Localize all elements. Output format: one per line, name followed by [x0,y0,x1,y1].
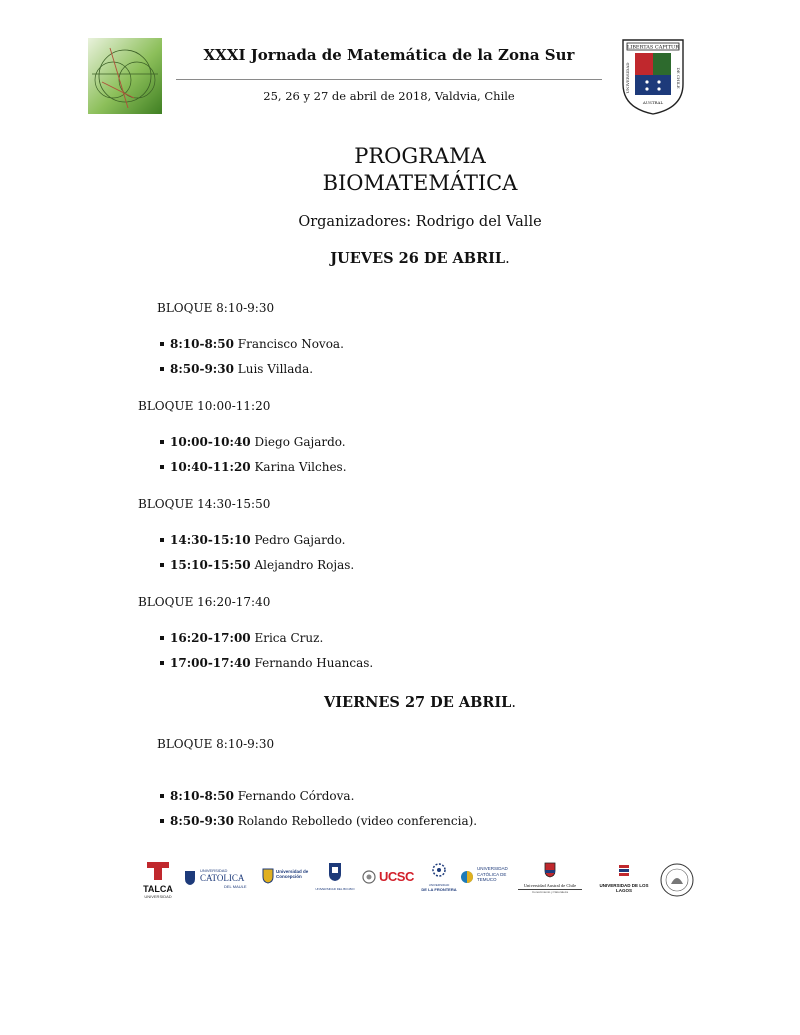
conference-logo [88,38,162,114]
block-label: BLOQUE 16:20-17:40 [138,595,271,609]
header-divider [176,79,602,80]
bullet-icon [160,563,164,567]
bullet-icon [160,794,164,798]
sponsor-logos: TALCA UNIVERSIDAD UNIVERSIDAD CATOLICA DEL MAULE Universidad de Concepción UNIVERSIDAD DEL BIO-BIO UCSC UNIVERSIDAD DE LA FRONTERA UNIVERSIDAD CATÓLICA DE TEMUCO Universidad Austral de Chile Conocimiento y Naturaleza UNIVERSIDAD DE LOS LAGOS [140,862,700,908]
talk-item: 8:10-8:50 Fernando Córdova. [160,789,354,803]
uach-shield-icon [544,862,556,878]
program-title: PROGRAMA [354,144,486,168]
talk-item: 8:10-8:50 Francisco Novoa. [160,337,344,351]
day-heading-jueves: JUEVES 26 DE ABRIL. [330,250,510,267]
ucsc-seal-icon [362,870,376,884]
program-subject: BIOMATEMÁTICA [322,171,518,195]
bullet-icon [160,538,164,542]
bullet-icon [160,636,164,640]
talk-item: 17:00-17:40 Fernando Huancas. [160,656,373,670]
talk-item: 10:40-11:20 Karina Vilches. [160,460,347,474]
conference-title: XXXI Jornada de Matemática de la Zona Sur [203,46,575,64]
ubb-shield-icon [328,862,342,882]
block-label: BLOQUE 8:10-9:30 [157,301,275,315]
day-heading-viernes: VIERNES 27 DE ABRIL. [323,694,516,711]
svg-text:LIBERTAS CAPITUR: LIBERTAS CAPITUR [626,44,680,51]
conference-dates: 25, 26 y 27 de abril de 2018, Valdvia, Chile [263,89,515,103]
utalca-emblem-icon [145,862,171,880]
svg-text:UNIVERSIDAD: UNIVERSIDAD [625,62,630,94]
logo-ulagos: UNIVERSIDAD DE LOS LAGOS [592,864,656,893]
bullet-icon [160,465,164,469]
talk-item: 15:10-15:50 Alejandro Rojas. [160,558,354,572]
svg-text:AUSTRAL: AUSTRAL [642,100,664,105]
organizers: Organizadores: Rodrigo del Valle [298,214,542,230]
block-label: BLOQUE 14:30-15:50 [138,497,271,511]
uct-circle-icon [460,870,474,884]
talk-item: 16:20-17:00 Erica Cruz. [160,631,323,645]
university-seal-icon [660,862,694,898]
talk-item: 10:00-10:40 Diego Gajardo. [160,435,346,449]
ucm-shield-icon [184,870,196,886]
logo-ufro: UNIVERSIDAD DE LA FRONTERA [420,862,458,892]
talk-item: 8:50-9:30 Rolando Rebolledo (video conferencia). [160,814,477,828]
universidad-austral-seal [619,38,687,116]
block-label: BLOQUE 10:00-11:20 [138,399,271,413]
ulagos-emblem-icon [618,864,630,878]
udec-shield-icon [262,868,274,884]
logo-utalca: TALCA UNIVERSIDAD [140,862,176,899]
talk-item: 14:30-15:10 Pedro Gajardo. [160,533,345,547]
bullet-icon [160,367,164,371]
logo-uach: Universidad Austral de Chile Conocimiento y Naturaleza [516,862,584,894]
ufro-emblem-icon [431,862,447,878]
bullet-icon [160,342,164,346]
block-label: BLOQUE 8:10-9:30 [157,737,275,751]
logo-ubb: UNIVERSIDAD DEL BIO-BIO [310,862,360,891]
bullet-icon [160,661,164,665]
bullet-icon [160,819,164,823]
svg-text:DE CHILE: DE CHILE [676,67,681,89]
logo-round-seal [660,862,696,903]
talk-item: 8:50-9:30 Luis Villada. [160,362,313,376]
bullet-icon [160,440,164,444]
